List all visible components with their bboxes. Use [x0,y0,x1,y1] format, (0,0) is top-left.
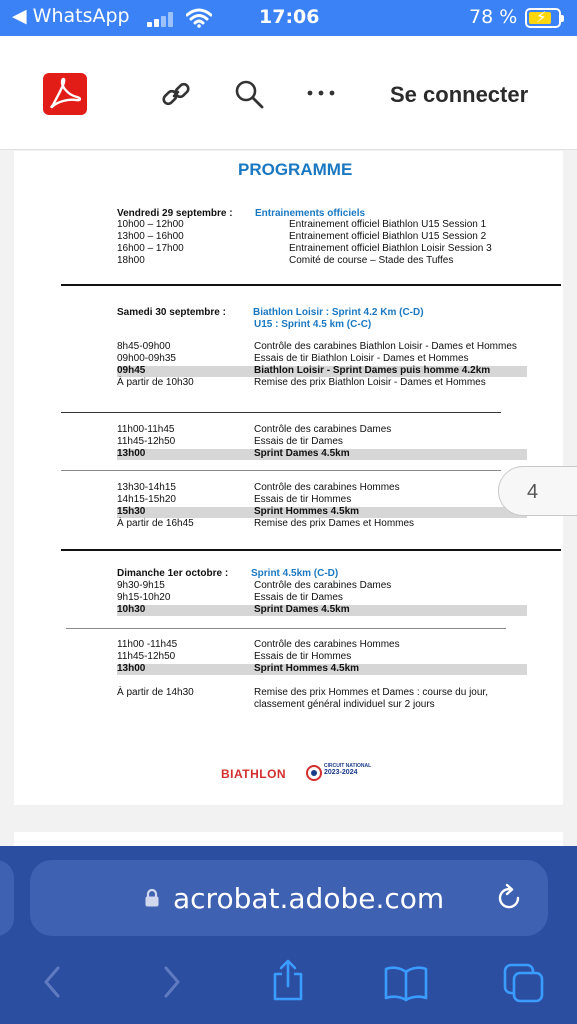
address-bar[interactable] [30,860,548,936]
battery-icon [525,8,561,28]
page-number-badge[interactable] [498,466,577,516]
schedule-description: Contrôle des carabines Biathlon Loisir - Dames et Hommes [254,341,517,352]
schedule-description: Essais de tir Hommes [254,494,352,505]
sunday-event-label: Sprint 4.5km (C-D) [251,568,339,579]
more-icon[interactable] [306,88,336,98]
biathlon-logo-word: BIATHLON [221,767,287,781]
schedule-time: 8h45-09h00 [117,341,171,352]
wifi-icon [186,8,212,28]
status-bar [0,0,577,36]
schedule-description: Remise des prix Biathlon Loisir - Dames et Hommes [254,377,486,388]
circuit-badge-label: CIRCUIT NATIONAL [324,763,372,769]
bookmarks-icon[interactable] [383,964,429,1002]
saturday-day-label: Samedi 30 septembre : [117,307,226,318]
schedule-time: 13h00 [117,663,146,674]
previous-tab-handle[interactable] [0,860,14,936]
schedule-time: 11h00 -11h45 [117,639,178,650]
reload-icon[interactable] [494,883,524,913]
pdf-page [14,151,563,805]
tabs-icon[interactable] [502,962,546,1004]
clock: 17:06 [259,6,320,28]
schedule-time: 11h45-12h50 [117,651,176,662]
schedule-description: Entrainement officiel Biathlon U15 Session 1 [289,219,487,230]
sunday-prize-line2: classement général individuel sur 2 jours [254,699,435,710]
back-to-app-link[interactable]: ◀ WhatsApp [12,5,130,27]
schedule-time: 11h45-12h50 [117,436,176,447]
schedule-time: 14h15-15h20 [117,494,176,505]
schedule-time: 13h30-14h15 [117,482,176,493]
lock-icon [144,888,160,908]
schedule-description: Contrôle des carabines Hommes [254,482,400,493]
schedule-time: 11h00-11h45 [117,424,175,435]
schedule-description: Contrôle des carabines Dames [254,580,392,591]
divider [61,470,501,471]
schedule-description: Essais de tir Hommes [254,651,352,662]
divider [61,284,561,286]
url-text: acrobat.adobe.com [173,882,445,915]
friday-day-label: Vendredi 29 septembre : [117,208,233,219]
schedule-time: 10h00 – 12h00 [117,219,184,230]
schedule-time: 09h45 [117,365,146,376]
divider [61,412,501,413]
schedule-time: À partir de 16h45 [117,518,194,529]
schedule-description: Remise des prix Dames et Hommes [254,518,415,529]
saturday-event-line1: Biathlon Loisir : Sprint 4.2 Km (C-D) [253,307,424,318]
back-icon[interactable] [40,964,64,1000]
schedule-time: 09h00-09h35 [117,353,176,364]
schedule-description: Essais de tir Dames [254,436,343,447]
charging-bolt-icon: ⚡ [536,8,547,26]
acrobat-logo-icon[interactable] [43,73,87,115]
search-icon[interactable] [233,78,265,110]
target-icon [305,763,323,783]
schedule-description: Sprint Hommes 4.5km [254,663,360,674]
circuit-badge [324,763,382,777]
schedule-time: 13h00 – 16h00 [117,231,184,242]
biathlon-logo [221,763,381,785]
schedule-time: 10h30 [117,604,146,615]
schedule-description: Sprint Hommes 4.5km [254,506,360,517]
schedule-time: 15h30 [117,506,146,517]
schedule-description: Essais de tir Dames [254,592,343,603]
signal-icon [147,11,179,27]
schedule-time: 16h00 – 17h00 [117,243,184,254]
share-icon[interactable] [270,958,306,1002]
schedule-description: Contrôle des carabines Hommes [254,639,400,650]
schedule-description: Entrainement officiel Biathlon U15 Session 2 [289,231,487,242]
saturday-event-line2: U15 : Sprint 4.5 km (C-C) [254,319,372,330]
sunday-day-label: Dimanche 1er octobre : [117,568,229,579]
battery-percent: 78 % [469,6,518,28]
schedule-description: Sprint Dames 4.5km [254,448,350,459]
sunday-prize-time: À partir de 14h30 [117,687,194,698]
schedule-time: 13h00 [117,448,146,459]
schedule-time: À partir de 10h30 [117,377,194,388]
safari-bottom-bar [0,846,577,1024]
schedule-description: Sprint Dames 4.5km [254,604,350,615]
friday-event-label: Entrainements officiels [255,208,366,219]
page-title: PROGRAMME [238,160,353,179]
app-header [0,36,577,150]
signin-button[interactable]: Se connecter [390,82,529,107]
divider [66,628,506,629]
schedule-description: Biathlon Loisir - Sprint Dames puis homme 4.2km [254,365,491,376]
link-icon[interactable] [160,78,192,110]
circuit-badge-years: 2023-2024 [324,769,358,776]
schedule-description: Essais de tir Biathlon Loisir - Dames et Hommes [254,353,469,364]
sunday-prize-line1: Remise des prix Hommes et Dames : course du jour, [254,687,488,698]
schedule-time: 9h30-9h15 [117,580,165,591]
page-number: 4 [527,481,539,503]
divider [61,549,561,551]
schedule-time: 9h15-10h20 [117,592,171,603]
schedule-time: 18h00 [117,255,145,266]
schedule-description: Contrôle des carabines Dames [254,424,392,435]
schedule-description: Comité de course – Stade des Tuffes [289,255,454,266]
schedule-description: Entrainement officiel Biathlon Loisir Session 3 [289,243,492,254]
forward-icon[interactable] [160,964,184,1000]
